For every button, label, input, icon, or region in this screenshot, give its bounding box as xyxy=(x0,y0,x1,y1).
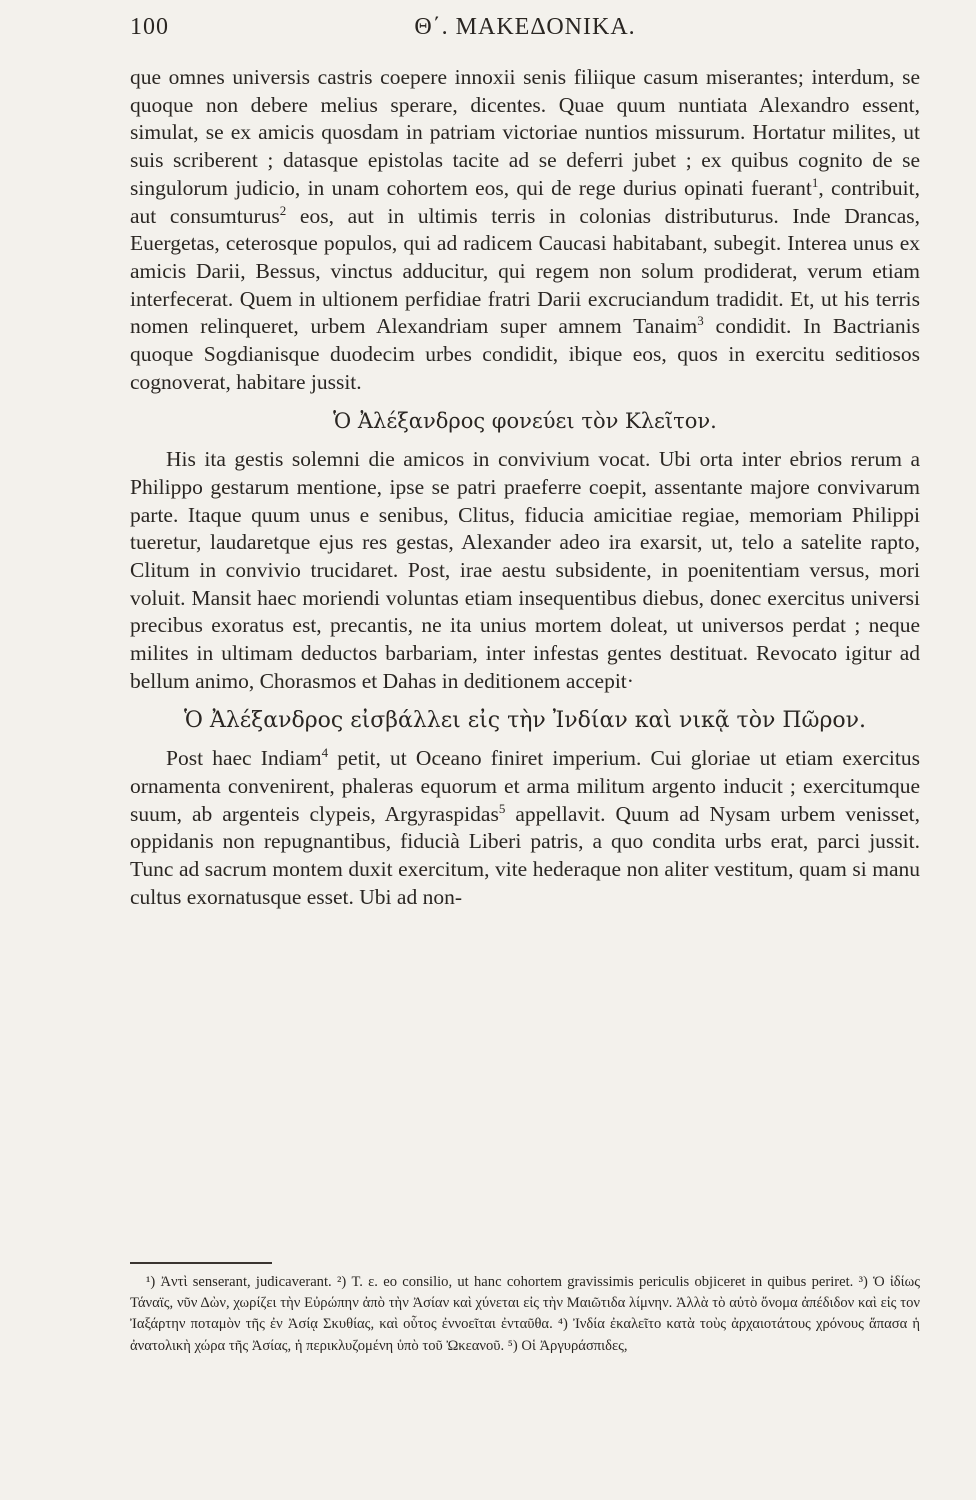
footnote-ref: 1 xyxy=(811,174,819,190)
footnote-ref: 3 xyxy=(697,313,704,329)
paragraph-text: appellavit. Quum ad Nysam urbem venisset, oppidanis non repugnantibus, fiducià Liberi patris, a quo condita urbs erat, parci jussit. Tunc ad sacrum montem duxit exercitum, vite hederaque non aliter vestitum, quam si manu cultus exornatusque esset. Ubi ad non- xyxy=(130,801,921,909)
footnote-ref: 2 xyxy=(279,202,287,218)
running-title: Θ΄. ΜΑΚΕΔΟΝΙΚΑ. xyxy=(414,14,636,40)
paragraph-text: eos, aut in ultimis terris in colonias distributurus. Inde Drancas, Euergetas, ceterosque populos, qui ad radicem Caucasi habitabant, subegit. Interea unus ex amicis Darii, Bessus, vinctus adducitur, qui regem non solum prodiderat, verum etiam interfecerat. Quem in ultionem perfidiae fratri Darii excruciandum tradidit. Et, ut his terris nomen relinqueret, urbem Alexandriam super amnem Tanaim xyxy=(130,203,921,339)
paragraph-1 xyxy=(130,64,920,396)
paragraph-2: His ita gestis solemni die amicos in convivium vocat. Ubi orta inter ebrios rerum a Philippo gestarum mentione, ipse se patri praeferre coepit, assentante majore convivarum parte. Itaque quum unus e senibus, Clitus, fiducia amicitiae regiae, memoriam Philippi tueretur, laudaretque ejus res gestas, Alexander adeo ira exarsit, ut, telo a satelite rapto, Clitum in convivio trucidaret. Post, irae aestu subsidente, in poenitentiam versus, mori voluit. Mansit haec moriendi voluntas etiam insequentibus diebus, donec exercitus universi precibus exoratus est, precantis, ne ita unius mortem doleat, ut universos perdat ; neque milites in ultimam deductos barbariam, inter infestas gentes destituat. Revocato igitur ad bellum animo, Chorasmos et Dahas in deditionem accepit· xyxy=(130,447,920,693)
section-heading-clitus: Ὁ Ἀλέξανδρος φονεύει τὸν Κλεῖτον. xyxy=(333,409,717,434)
paragraph-text: que omnes universis castris coepere innoxii senis filiique casum miserantes; interdum, se quoque non debere melius sperare, dicentes. Quae quum nuntiata Alexandro essent, simulat, se ex amicis quosdam in patriam victoriae nuntios missurum. Hortatur milites, ut suis scriberent ; datasque epistolas tacite ad se deferri jubet ; ex quibus cognito de se singulorum judicio, in unam cohortem eos, qui de rege durius opinati fuerant xyxy=(130,65,920,200)
footnote-ref: 5 xyxy=(498,800,506,816)
paragraph-text: petit, ut Oceano finiret imperium. Cui gloriae ut etiam exercitus ornamenta convenirent, phaleras equorum et arma militum argento inducit ; exercitumque suum, ab argenteis clypeis, Argyraspidas xyxy=(130,746,920,826)
section-heading-porus: Ὁ Ἀλέξανδρος εἰσβάλλει εἰς τὴν Ἰνδίαν καὶ νικᾷ τὸν Πῶρον. xyxy=(184,708,866,734)
paragraph-text: condidit. In Bactrianis quoque Sogdianisque duodecim urbes condidit, ibique eos, quos in exercitu seditiosos cognoverat, habitare jussit. xyxy=(130,314,920,394)
footnote-divider xyxy=(130,1262,272,1264)
footnote-ref: 4 xyxy=(321,745,329,761)
paragraph-text: , contribuit, aut consumturus xyxy=(130,175,920,228)
page-number: 100 xyxy=(130,14,169,40)
running-head xyxy=(130,14,920,50)
main-text xyxy=(130,64,920,911)
paragraph-text: Post haec Indiam xyxy=(166,746,322,771)
paragraph-3 xyxy=(130,745,920,911)
footnotes: ¹) Ἀντὶ senserant, judicaverant. ²) Τ. ε. eo consilio, ut hanc cohortem gravissimis periculis objiceret in quibus periret. ³) Ὁ ἰδίως Τάναϊς, νῦν Δὼν, χωρίζει τὴν Εὐρώπην ἀπὸ τὴν Ἀσίαν καὶ χύνεται εἰς τὴν Μαιῶτιδα λίμνην. Ἀλλὰ τὸ αὐτὸ ὄνομα ἀπέδιδον καὶ εἰς τον Ἰαξάρτην ποταμὸν τῆς ἐν Ἀσίᾳ Σκυθίας, καὶ οὗτος ἐννοεῖται ἐνταῦθα. ⁴) Ἰνδία ἐκαλεῖτο κατὰ τοὺς ἀρχαιοτάτους χρόνους ἅπασα ἡ ἀνατολικὴ χώρα τῆς Ἀσίας, ἡ περικλυζομένη ὑπὸ τοῦ Ὠκεανοῦ. ⁵) Οἱ Ἀργυράσπιδες, xyxy=(130,1274,920,1354)
